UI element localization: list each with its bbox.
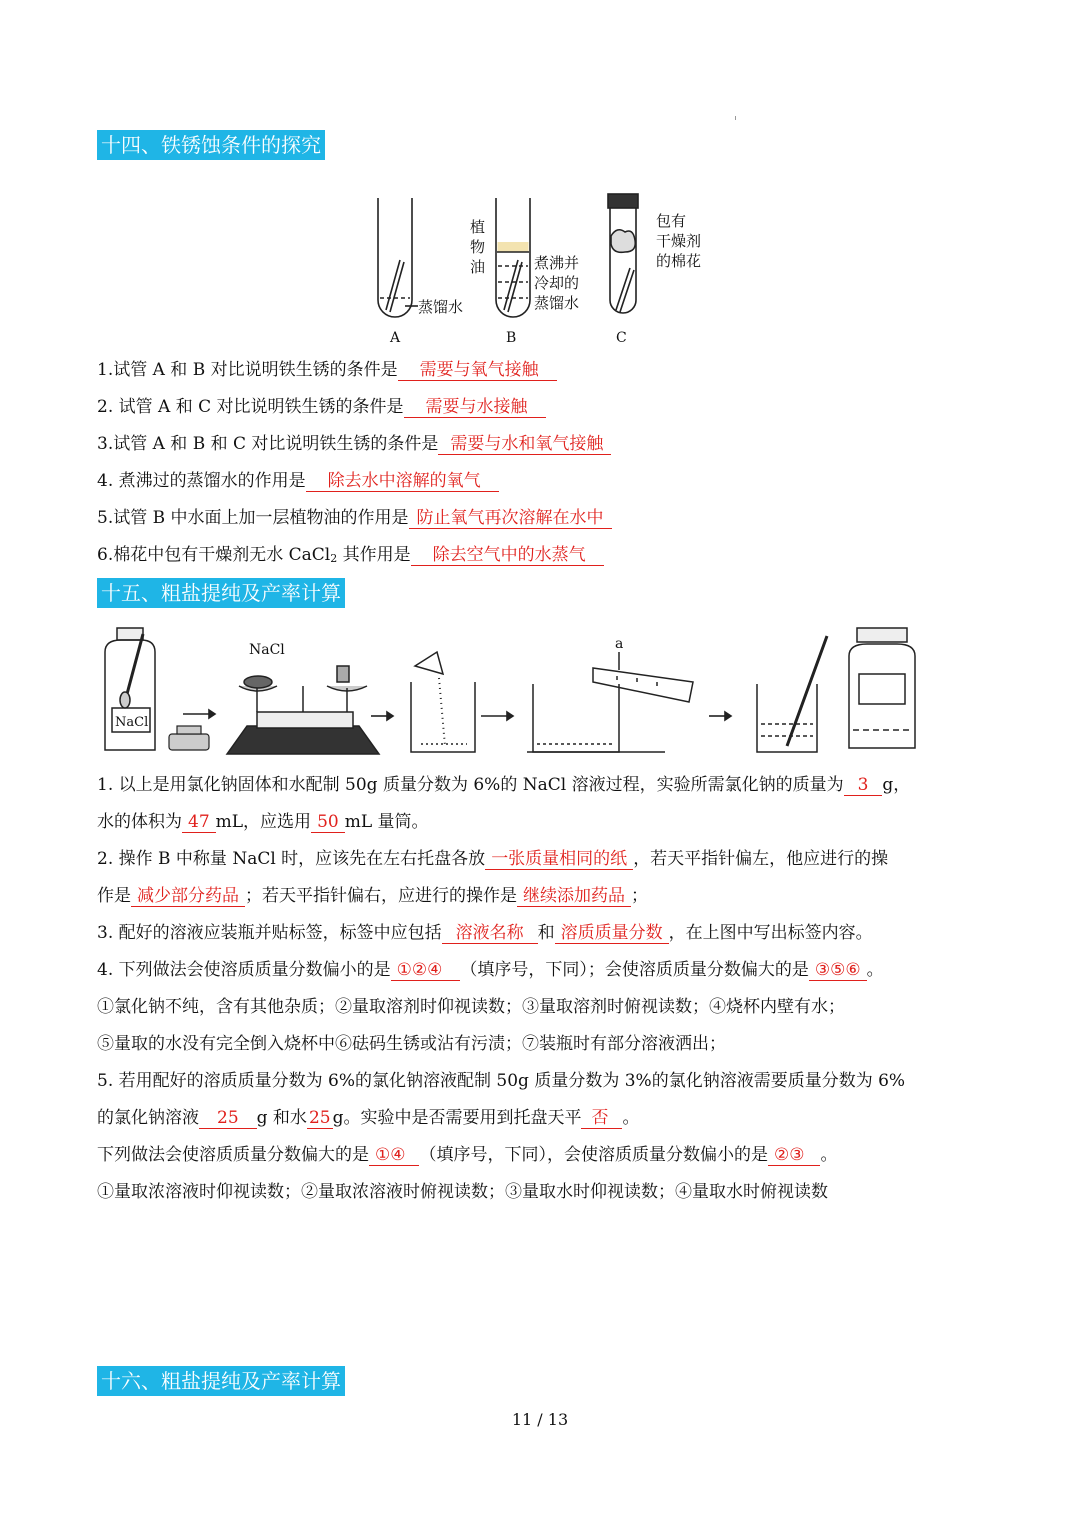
balance: [227, 666, 379, 754]
s15-q5-answer-low: ②③: [768, 1145, 820, 1166]
tube-b-water-label-2: 冷却的: [534, 274, 580, 292]
section-14-heading: 十四、铁锈蚀条件的探究: [97, 130, 325, 160]
s15-q5-answer-solution: 25: [199, 1108, 257, 1129]
s15-question-2-line-1: [97, 847, 888, 871]
q3-answer: 需要与水和氧气接触: [438, 434, 611, 455]
s15-q1-answer-mass: 3: [844, 775, 883, 796]
s14-question-1: [97, 358, 557, 382]
s15-q5-t5: 下列做法会使溶质质量分数偏大的是: [97, 1145, 369, 1165]
tube-b-water-label-3: 蒸馏水: [534, 294, 580, 312]
s15-q5-t2: g 和水: [256, 1108, 307, 1128]
jar-label: NaCl: [115, 715, 149, 730]
tube-c-cotton-label-2: 干燥剂: [656, 232, 702, 250]
test-tube-c: [608, 194, 638, 313]
tube-a-water-label: 蒸馏水: [418, 298, 464, 316]
s15-q2-answer-left: 减少部分药品: [131, 886, 245, 907]
s15-q1-t3: mL 量筒。: [344, 812, 429, 832]
q5-answer: 防止氧气再次溶解在水中: [409, 508, 612, 529]
s15-q2-t5: ；: [631, 886, 648, 906]
reagent-bottle: [849, 628, 915, 748]
s15-q2-answer-paper: 一张质量相同的纸: [485, 849, 633, 870]
s15-q1-text: 1. 以上是用氯化钠固体和水配制 50g 质量分数为 6%的 NaCl 溶液过程，实验所需氯化钠的质量为: [97, 775, 844, 795]
tube-c-cotton-label-1: 包有: [656, 212, 687, 230]
s15-q2-answer-right: 继续添加药品: [517, 886, 631, 907]
page-number: 11 / 13: [511, 1410, 569, 1429]
nacl-jar: [105, 628, 155, 750]
iron-rust-figure: [360, 190, 720, 350]
s14-question-6: [97, 543, 604, 571]
s15-q3-answer-fraction: 溶质质量分数: [555, 923, 669, 944]
s14-question-4: [97, 469, 499, 493]
s15-q3-t2: 和: [537, 923, 555, 943]
s15-q1-t1: 水的体积为: [97, 812, 182, 832]
s15-q1-answer-cylinder: 50: [311, 812, 345, 833]
s15-question-5-line-1: 5. 若用配好的溶质质量分数为 6%的氯化钠溶液配制 50g 质量分数为 3%的氯化钠溶液需要质量分数为 6%: [97, 1071, 906, 1091]
s15-q5-t3: g。实验中是否需要用到托盘天平: [332, 1108, 582, 1128]
s15-q2-t1: 2. 操作 B 中称量 NaCl 时，应该先在左右托盘各放: [97, 849, 486, 869]
test-tube-b: [496, 198, 530, 317]
s15-q5-answer-water: 25: [308, 1108, 331, 1128]
balance-label: NaCl: [249, 642, 285, 658]
q6-text-a: 6.棉花中包有干燥剂无水 CaCl: [97, 545, 331, 565]
q1-text: 1.试管 A 和 B 对比说明铁生锈的条件是: [97, 360, 398, 380]
s15-question-5-line-2: [97, 1106, 639, 1130]
s15-q4-t1: 4. 下列做法会使溶质质量分数偏小的是: [97, 960, 391, 980]
arrow-3: [481, 712, 513, 720]
q1-answer: 需要与氧气接触: [398, 360, 557, 381]
q6-subscript: 2: [330, 552, 338, 565]
s15-q3-t1: 3. 配好的溶液应装瓶并贴标签，标签中应包括: [97, 923, 442, 943]
s15-q4-answer-low: ①②④: [391, 960, 461, 981]
arrow-4: [709, 712, 731, 720]
section-16-heading: 十六、粗盐提纯及产率计算: [97, 1366, 345, 1396]
tube-c-cotton-label-3: 的棉花: [656, 252, 702, 270]
beaker-stirring: [757, 636, 827, 752]
q3-text: 3.试管 A 和 B 和 C 对比说明铁生锈的条件是: [97, 434, 439, 454]
tube-b-water-label-1: 煮沸并: [534, 254, 580, 272]
s15-question-5-line-3: [97, 1143, 837, 1167]
q4-answer: 除去水中溶解的氧气: [306, 471, 499, 492]
cylinder-label: a: [615, 636, 624, 652]
s15-q4-answer-high: ③⑤⑥: [809, 960, 867, 981]
tube-a-label: A: [390, 330, 401, 346]
s15-q3-answer-name: 溶液名称: [442, 923, 538, 944]
q2-answer: 需要与水接触: [404, 397, 546, 418]
s14-question-5: [97, 506, 612, 530]
s15-q2-t3: 作是: [97, 886, 131, 906]
s15-q1-t2: mL，应选用: [215, 812, 312, 832]
tube-b-oil-label-2: 物: [470, 238, 486, 256]
tube-c-label: C: [616, 330, 627, 346]
tube-b-label: B: [506, 330, 517, 346]
s15-question-1-line-1: [97, 773, 910, 797]
section-15-heading: 十五、粗盐提纯及产率计算: [97, 578, 345, 608]
s15-q5-answer-balance: 否: [581, 1108, 622, 1129]
jar-cap: [169, 726, 209, 750]
beaker-with-cylinder: [527, 652, 693, 752]
s15-question-1-line-2: [97, 810, 429, 834]
arrow-2: [371, 712, 393, 720]
beaker-pouring-salt: [411, 652, 475, 752]
s15-q1-answer-volume: 47: [182, 812, 216, 833]
s15-question-3: [97, 921, 873, 945]
s14-question-3: [97, 432, 611, 456]
s15-question-4-options-1: ①氯化钠不纯，含有其他杂质；②量取溶剂时仰视读数；③量取溶剂时俯视读数；④烧杯内壁有水；: [97, 997, 845, 1017]
solution-preparation-figure: [97, 622, 977, 762]
s15-question-4: [97, 958, 884, 982]
s15-q4-t3: 。: [866, 960, 884, 980]
q6-answer: 除去空气中的水蒸气: [411, 545, 604, 566]
s15-q5-t1: 的氯化钠溶液: [97, 1108, 199, 1128]
s15-q2-t2: ，若天平指针偏左，他应进行的操: [633, 849, 889, 869]
tube-b-oil-label-1: 植: [470, 218, 486, 236]
s15-q5-t6: （填序号，下同），会使溶质质量分数偏小的是: [419, 1145, 768, 1165]
q5-text: 5.试管 B 中水面上加一层植物油的作用是: [97, 508, 409, 528]
s15-q5-answer-high: ①④: [369, 1145, 419, 1166]
arrow-1: [183, 710, 215, 718]
tube-b-oil-label-3: 油: [470, 258, 486, 276]
s15-q5-t4: 。: [622, 1108, 640, 1128]
q4-text: 4. 煮沸过的蒸馏水的作用是: [97, 471, 306, 491]
s15-q5-t7: 。: [820, 1145, 838, 1165]
s15-question-2-line-2: [97, 884, 648, 908]
s15-q3-t3: ，在上图中写出标签内容。: [668, 923, 873, 943]
s15-q2-t4: ；若天平指针偏右，应进行的操作是: [245, 886, 517, 906]
q6-text-b: 其作用是: [337, 545, 411, 565]
q2-text: 2. 试管 A 和 C 对比说明铁生锈的条件是: [97, 397, 404, 417]
s15-q4-t2: （填序号，下同）；会使溶质质量分数偏大的是: [460, 960, 809, 980]
s14-question-2: [97, 395, 546, 419]
test-tube-a: [378, 198, 418, 317]
s15-question-5-options: ①量取浓溶液时仰视读数；②量取浓溶液时俯视读数；③量取水时仰视读数；④量取水时俯视读数: [97, 1182, 828, 1202]
speck-mark: [735, 116, 736, 120]
s15-q1-unit: g，: [882, 775, 911, 795]
s15-question-4-options-2: ⑤量取的水没有完全倒入烧杯中⑥砝码生锈或沾有污渍；⑦装瓶时有部分溶液洒出；: [97, 1034, 726, 1054]
